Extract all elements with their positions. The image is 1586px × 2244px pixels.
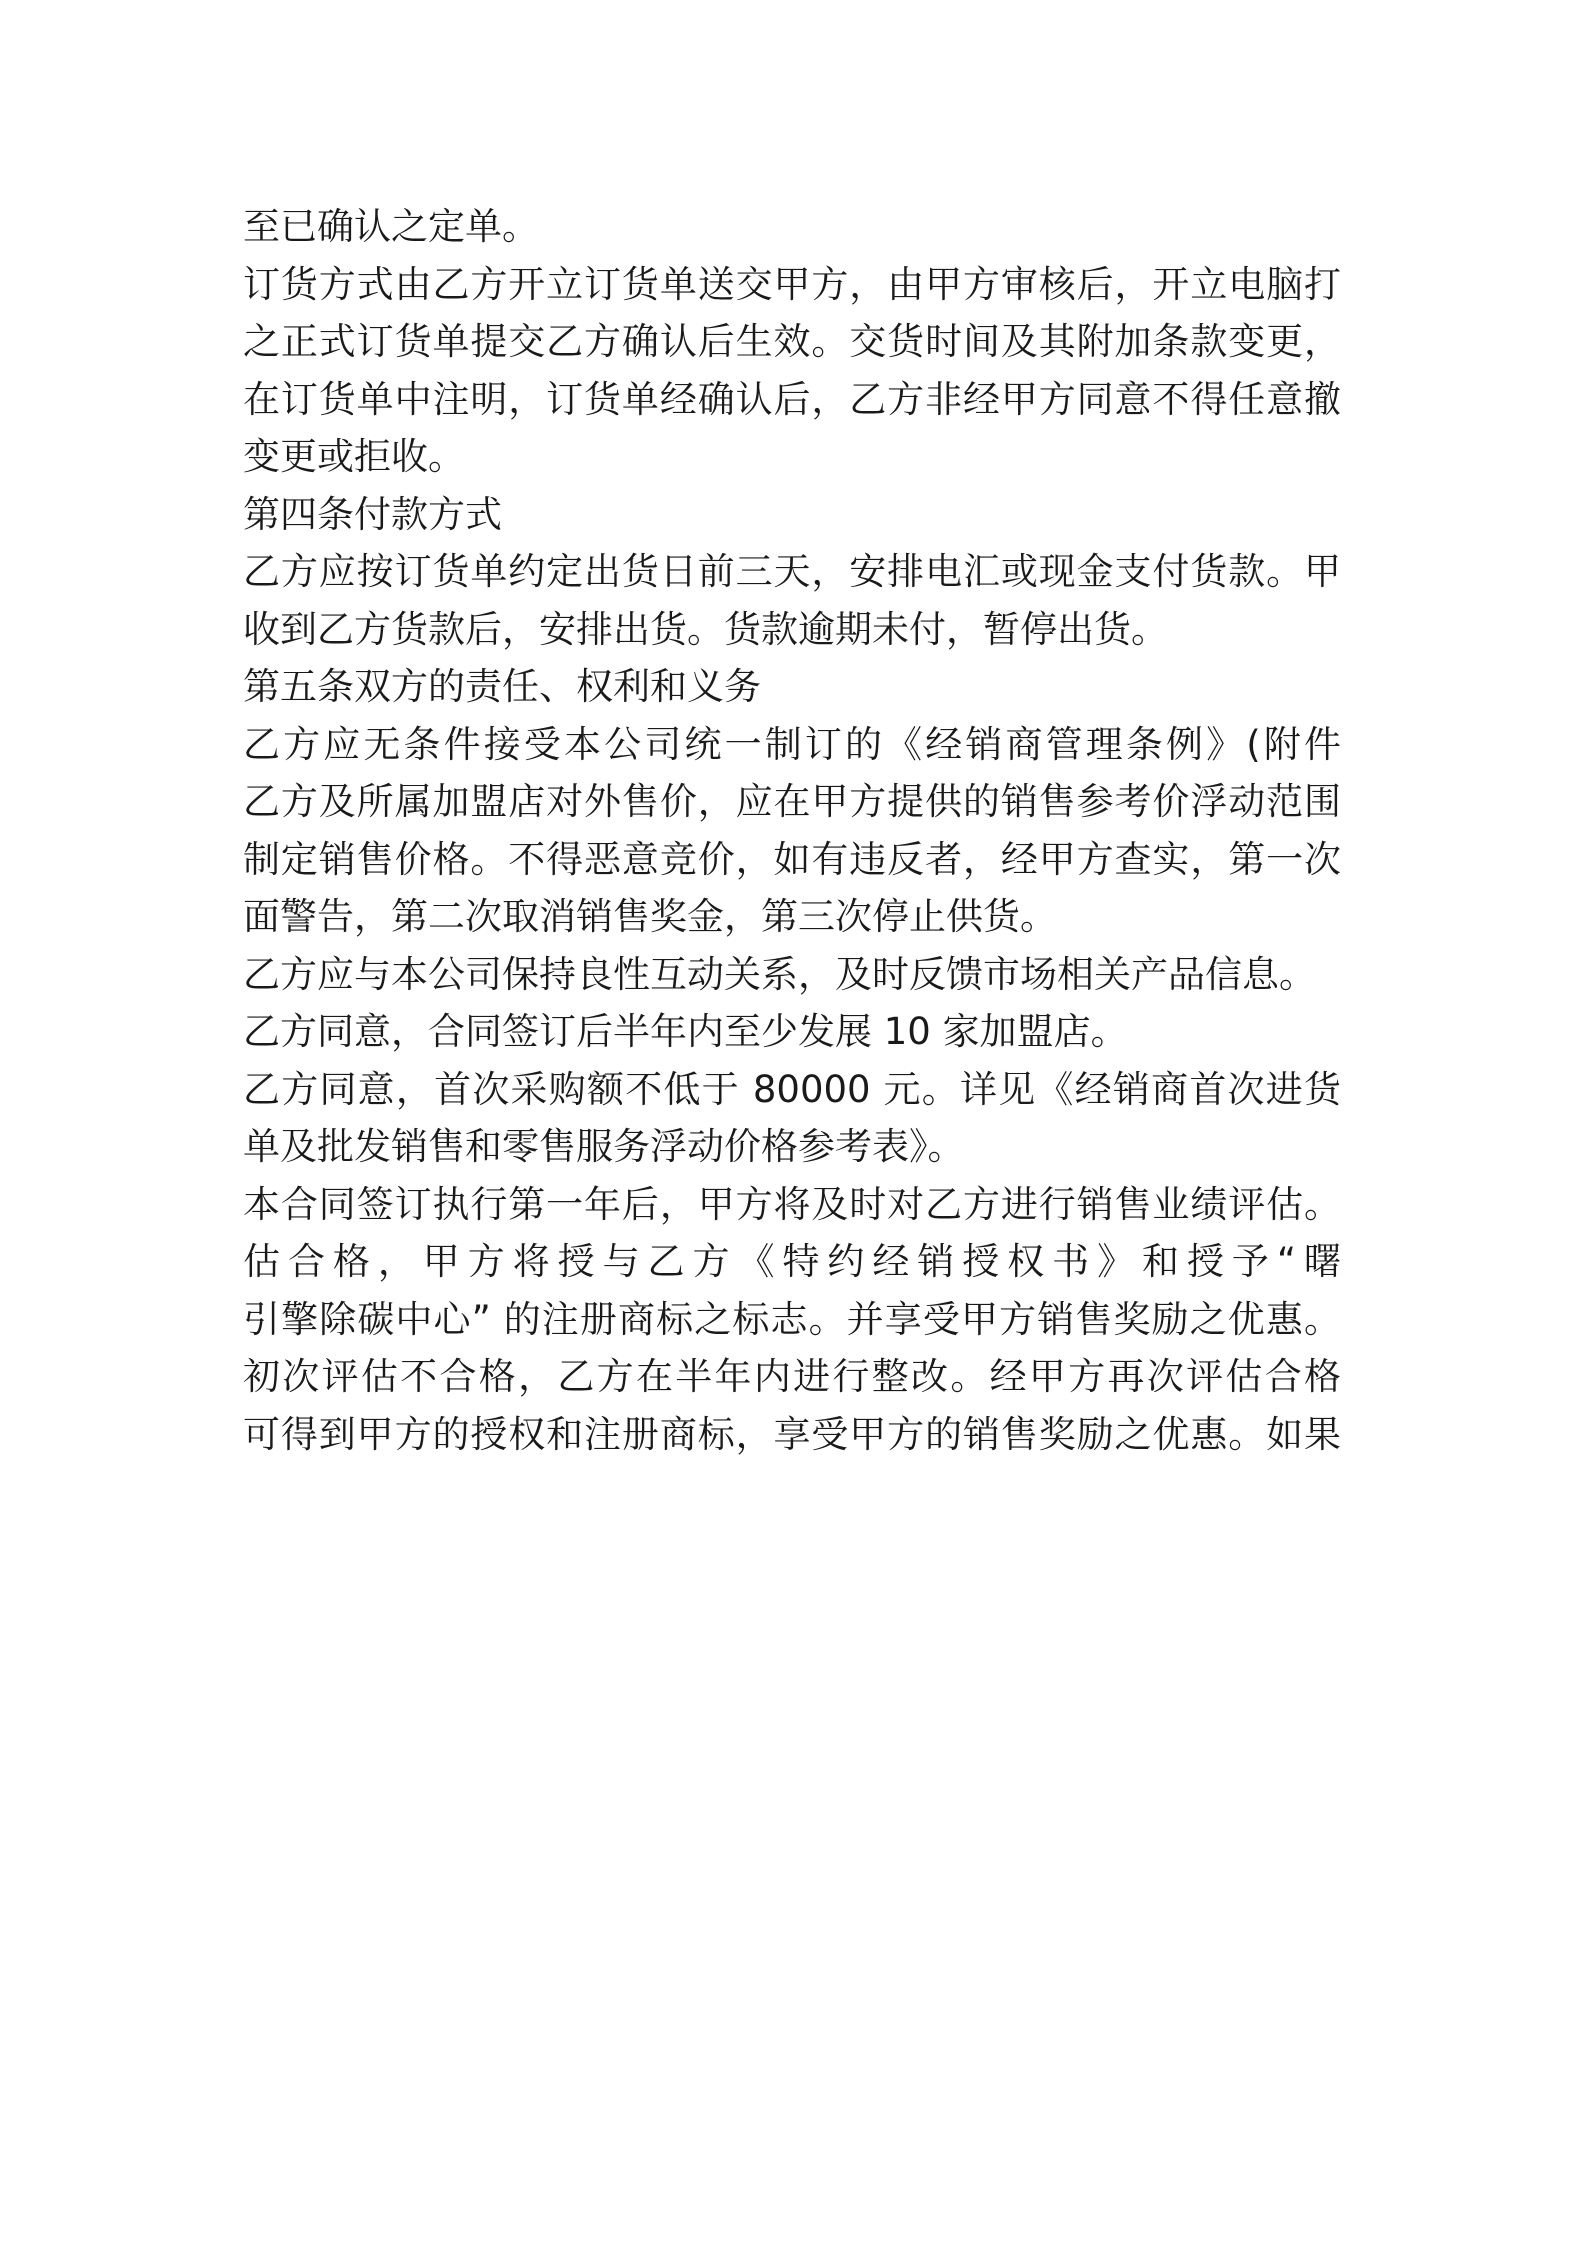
text-line: 单及批发销售和零售服务浮动价格参考表》。 xyxy=(243,1125,965,1168)
text-line: 制定销售价格。不得恶意竞价，如有违反者，经甲方查实，第一次 xyxy=(243,837,1341,881)
text-line: 收到乙方货款后，安排出货。货款逾期未付，暂停出货。 xyxy=(243,607,1168,651)
section-heading-responsibilities: 第五条双方的责任、权利和义务 xyxy=(243,665,761,708)
text-line: 乙方应无条件接受本公司统一制订的《经销商管理条例》(附件 xyxy=(243,722,1341,766)
contract-body-text xyxy=(243,198,1343,1463)
text-line: 乙方应按订货单约定出货日前三天，安排电汇或现金支付货款。甲 xyxy=(243,550,1341,593)
text-line: 引擎除碳中心” 的注册商标之标志。并享受甲方销售奖励之优惠。 xyxy=(243,1297,1341,1341)
text-line: 订货方式由乙方开立订货单送交甲方，由甲方审核后，开立电脑打 xyxy=(243,262,1341,306)
text-line: 可得到甲方的授权和注册商标，享受甲方的销售奖励之优惠。如果 xyxy=(243,1412,1341,1456)
section-heading-payment: 第四条付款方式 xyxy=(243,492,502,536)
text-line: 本合同签订执行第一年后，甲方将及时对乙方进行销售业绩评估。 xyxy=(243,1182,1341,1226)
text-line: 乙方应与本公司保持良性互动关系，及时反馈市场相关产品信息。 xyxy=(243,952,1316,996)
text-line: 面警告，第二次取消销售奖金，第三次停止供货。 xyxy=(243,895,1057,938)
text-line: 乙方同意，合同签订后半年内至少发展 10 家加盟店。 xyxy=(243,1010,1128,1053)
text-line: 初次评估不合格，乙方在半年内进行整改。经甲方再次评估合格 xyxy=(243,1355,1341,1398)
text-line: 估合格，甲方将授与乙方《特约经销授权书》和授予“曙 xyxy=(243,1240,1341,1283)
text-line: 在订货单中注明，订货单经确认后，乙方非经甲方同意不得任意撤 xyxy=(243,377,1341,421)
text-line: 至已确认之定单。 xyxy=(243,205,539,248)
text-line: 变更或拒收。 xyxy=(243,435,465,478)
text-line: 乙方同意，首次采购额不低于 80000 元。详见《经销商首次进货 xyxy=(243,1067,1341,1111)
text-line: 之正式订货单提交乙方确认后生效。交货时间及其附加条款变更， xyxy=(243,320,1341,363)
text-line: 乙方及所属加盟店对外售价，应在甲方提供的销售参考价浮动范围 xyxy=(243,780,1341,823)
